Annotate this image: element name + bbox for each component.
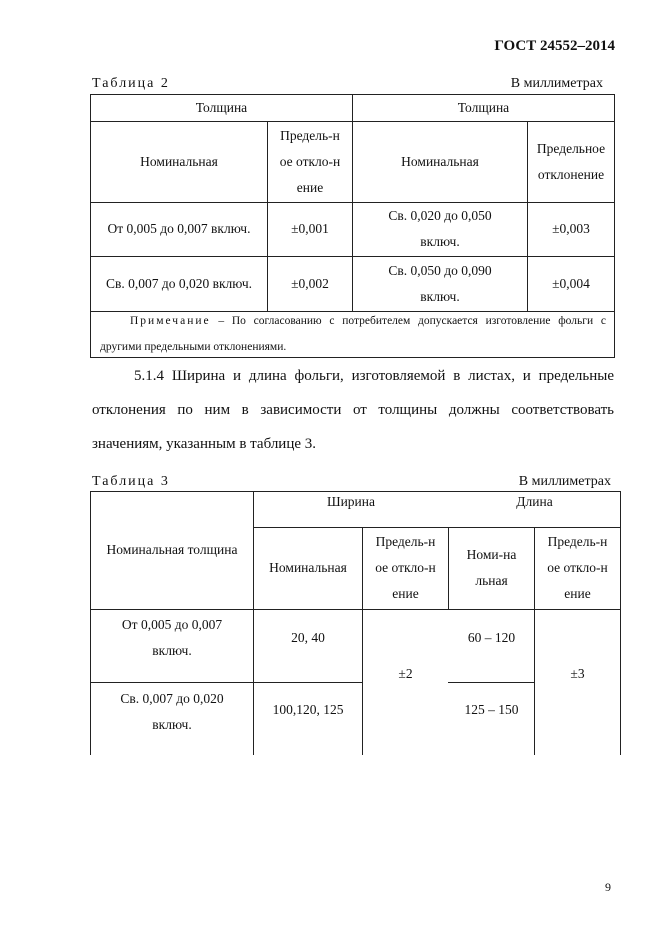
table2-note-label: Примечание [130,315,211,327]
table2-col-dev-left: Предель-ное откло-нение [279,127,341,195]
table3-group-width: Ширина [326,494,376,509]
table2-col-nominal-right: Номинальная [401,153,479,169]
table3-row1-thickness: От 0,005 до 0,007 включ. [121,617,223,658]
table3-col-length-dev: Предель-ное откло-нение [547,534,608,601]
table2-row1-nominal-right: Св. 0,020 до 0,050 включ. [388,208,492,249]
table2-row2-dev-right: ±0,004 [552,275,590,291]
page-number: 9 [605,880,611,894]
table2-row1-dev-left: ±0,001 [291,221,329,236]
table2-note-text: – По согласованию с потребителем допускается изготовление фольги с другими предельными отклонениями. [100,315,606,353]
paragraph-text: 5.1.4 Ширина и длина фольги, изготовляемой в листах, и предельные отклонения по ним в зависимости от толщины должны соответствовать значениям, указанным в таблице 3. [92,368,614,452]
table2-row2-nominal-left: Св. 0,007 до 0,020 включ. [105,275,253,291]
table3-row1-length: 60 – 120 [467,630,516,645]
table3-row2-thickness: Св. 0,007 до 0,020 включ. [120,691,224,732]
table2-caption: Таблица 2 [92,76,170,91]
table3-row2-width: 100,120, 125 [272,702,344,717]
table3-caption: Таблица 3 [92,474,170,489]
table3-group-length: Длина [516,494,553,509]
table2-row1-dev-right: ±0,003 [552,221,590,236]
table2-unit: В миллиметрах [510,76,603,91]
table3-width-deviation: ±2 [398,666,413,681]
table2-row2-dev-left: ±0,002 [291,275,329,291]
table3-col-width-dev: Предель-ное откло-нение [375,534,436,601]
table2-col-nominal-left: Номинальная [140,153,218,169]
table2-group-right: Толщина [457,99,510,115]
table3-unit: В миллиметрах [518,474,611,489]
table3-col-length-nominal: Номи-нальная [466,547,517,588]
table2-group-left: Толщина [195,99,248,115]
table3-length-deviation: ±3 [570,666,585,681]
table3-row2-length: 125 – 150 [464,702,519,717]
table3-row1-width: 20, 40 [291,630,325,645]
table2-row2-nominal-right: Св. 0,050 до 0,090 включ. [388,262,492,304]
table2-row1-nominal-left: От 0,005 до 0,007 включ. [107,221,251,236]
paragraph-5-1-4 [92,359,614,461]
table3-col-thickness: Номинальная толщина [106,542,238,557]
table2-col-dev-right: Предельное отклонение [536,140,606,182]
document-header: ГОСТ 24552–2014 [494,38,615,54]
table3-col-width-nominal: Номинальная [269,560,347,575]
table2-note [100,308,606,360]
